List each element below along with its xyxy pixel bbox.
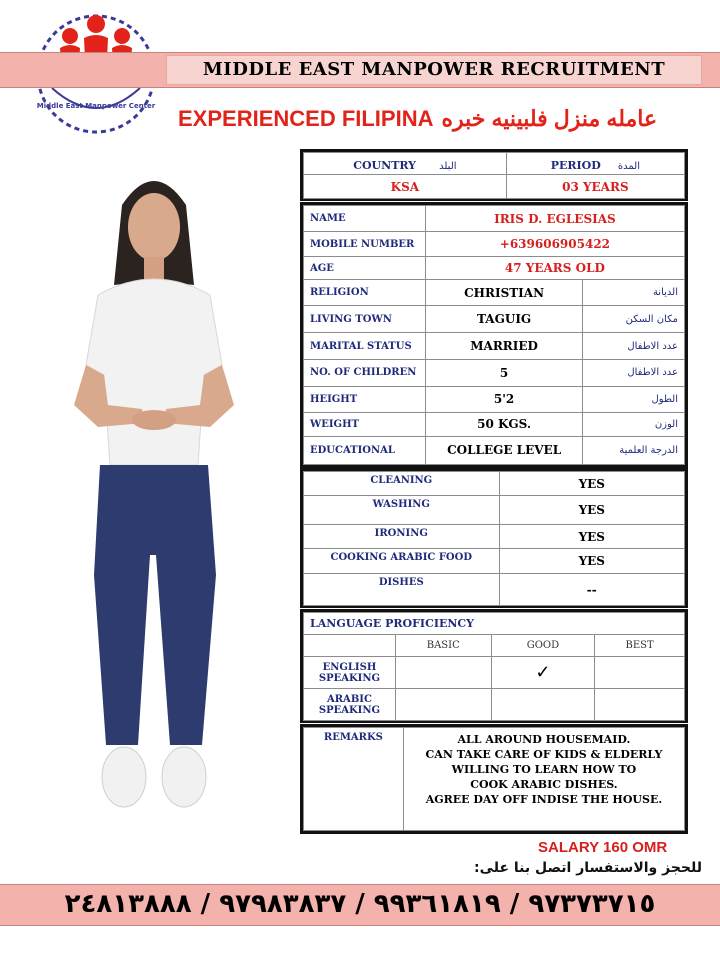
profile-label: RELIGION (304, 280, 426, 306)
profile-value: +639606905422 (425, 232, 684, 257)
level-best: BEST (595, 635, 685, 657)
profile-value: COLLEGE LEVEL (425, 436, 583, 464)
profile-label-arabic: الدرجة العلمية (583, 436, 685, 464)
english-basic-mark (395, 657, 491, 689)
profile-label: WEIGHT (304, 412, 426, 436)
profile-table (303, 205, 685, 465)
logo-text: Middle East Manpower Center (36, 102, 156, 110)
skills-table (303, 471, 685, 606)
skill-value: YES (499, 496, 684, 525)
arabic-basic-mark (395, 689, 491, 721)
country-label-cell (304, 153, 507, 175)
skill-label: COOKING ARABIC FOOD (304, 549, 500, 574)
language-header-empty (304, 635, 396, 657)
level-good: GOOD (491, 635, 595, 657)
profile-label: AGE (304, 257, 426, 280)
profile-row (304, 280, 685, 306)
language-title: LANGUAGE PROFICIENCY (304, 613, 685, 635)
remarks-label: REMARKS (304, 728, 404, 831)
remark-line: ALL AROUND HOUSEMAID. (457, 733, 631, 746)
profile-label: HEIGHT (304, 386, 426, 412)
skill-label: IRONING (304, 525, 500, 549)
contact-label: للحجز والاستفسار اتصل بنا على: (473, 860, 702, 876)
profile-row (304, 257, 685, 280)
profile-label-arabic: الطول (583, 386, 685, 412)
profile-value: 5 (425, 359, 583, 386)
profile-row (304, 306, 685, 333)
profile-label: MARITAL STATUS (304, 333, 426, 359)
period-label: PERIOD (550, 159, 601, 172)
profile-label: LIVING TOWN (304, 306, 426, 333)
remark-line: WILLING TO LEARN HOW TO COOK ARABIC DISHES. (451, 763, 637, 791)
profile-label-arabic: عدد الاطفال (583, 333, 685, 359)
profile-label: NO. OF CHILDREN (304, 359, 426, 386)
profile-label: NAME (304, 206, 426, 232)
profile-value: 47 YEARS OLD (425, 257, 684, 280)
profile-value: 50 KGS. (425, 412, 583, 436)
profile-row (304, 436, 685, 464)
profile-value: IRIS D. EGLESIAS (425, 206, 684, 232)
skill-label: DISHES (304, 574, 500, 606)
period-label-ar: المدة (617, 161, 640, 172)
language-table (303, 612, 685, 721)
profile-label-arabic: عدد الاطفال (583, 359, 685, 386)
headline (178, 106, 698, 140)
profile-value: CHRISTIAN (425, 280, 583, 306)
salary-text: SALARY 160 OMR (538, 839, 668, 856)
skill-label: CLEANING (304, 472, 500, 496)
profile-row (304, 412, 685, 436)
period-value: 03 YEARS (506, 175, 684, 199)
profile-label: EDUCATIONAL (304, 436, 426, 464)
country-value: KSA (304, 175, 507, 199)
profile-value: MARRIED (425, 333, 583, 359)
skill-value: YES (499, 525, 684, 549)
remarks-content (403, 728, 684, 831)
english-speaking-label: ENGLISH SPEAKING (304, 657, 396, 689)
profile-row (304, 359, 685, 386)
english-best-mark (595, 657, 685, 689)
skill-row (304, 574, 685, 606)
phone-numbers: ٩٧٣٧٣٧١٥ / ٩٩٣٦١٨١٩ / ٩٧٩٨٣٨٣٧ / ٢٤٨١٣٨٨٨ (64, 889, 656, 919)
page-title: MIDDLE EAST MANPOWER RECRUITMENT (166, 55, 702, 85)
skill-value: -- (499, 574, 684, 606)
profile-row (304, 206, 685, 232)
profile-row (304, 333, 685, 359)
skill-label: WASHING (304, 496, 500, 525)
country-label-ar: البلد (439, 161, 457, 172)
country-label: COUNTRY (353, 159, 417, 172)
profile-label-arabic: الوزن (583, 412, 685, 436)
level-basic: BASIC (395, 635, 491, 657)
skill-row (304, 525, 685, 549)
profile-label-arabic: الديانة (583, 280, 685, 306)
profile-label: MOBILE NUMBER (304, 232, 426, 257)
arabic-good-mark (491, 689, 595, 721)
headline-english: EXPERIENCED FILIPINA (178, 106, 434, 131)
profile-value: 5'2 (425, 386, 583, 412)
profile-row (304, 232, 685, 257)
candidate-photo (34, 165, 270, 825)
remark-line: AGREE DAY OFF INDISE THE HOUSE. (425, 793, 663, 806)
skill-value: YES (499, 472, 684, 496)
skill-row (304, 549, 685, 574)
headline-arabic: عامله منزل فلبينيه خبره (441, 106, 658, 131)
remarks-table (303, 727, 685, 831)
arabic-best-mark (595, 689, 685, 721)
english-good-mark: ✓ (491, 657, 595, 689)
skill-row (304, 496, 685, 525)
profile-row (304, 386, 685, 412)
arabic-speaking-label: ARABIC SPEAKING (304, 689, 396, 721)
profile-value: TAGUIG (425, 306, 583, 333)
skill-value: YES (499, 549, 684, 574)
skill-row (304, 472, 685, 496)
period-label-cell (506, 153, 684, 175)
profile-label-arabic: مكان السكن (583, 306, 685, 333)
country-period-table (303, 152, 685, 199)
remark-line: CAN TAKE CARE OF KIDS & ELDERLY (425, 748, 663, 761)
